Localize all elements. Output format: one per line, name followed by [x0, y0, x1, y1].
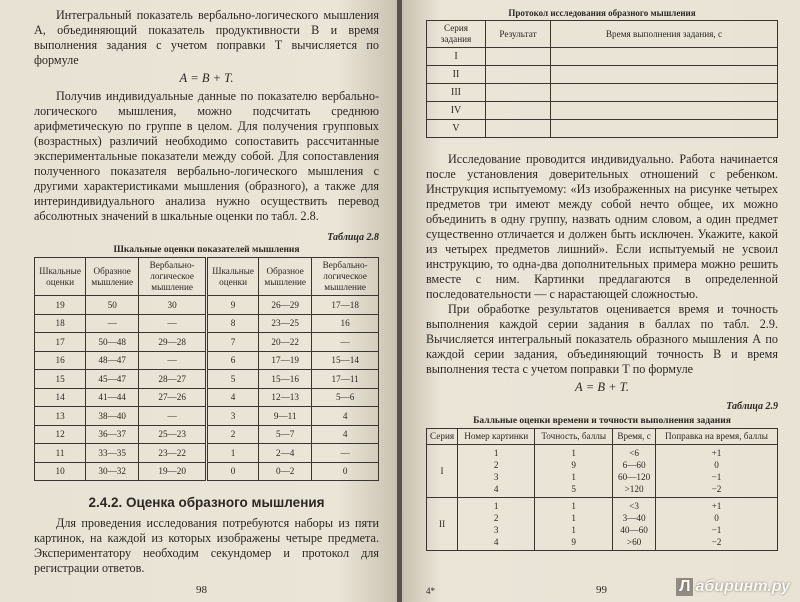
table-body [35, 296, 379, 481]
cell-line: 2 [493, 513, 499, 523]
table-cell: 18 [35, 314, 86, 333]
table-cell: 15—16 [259, 370, 312, 389]
empty-cell [551, 66, 778, 84]
table-cell: 5—6 [312, 388, 379, 407]
empty-cell [486, 102, 551, 120]
page-number: 98 [196, 584, 207, 596]
cell-line: 4 [493, 484, 499, 494]
table-row [427, 498, 778, 551]
column-header: Время выполнения задания, с [551, 21, 778, 48]
table-cell: 1 [206, 444, 258, 463]
table-row [35, 296, 379, 315]
cell-line: 9 [571, 537, 576, 547]
table-cell: 23—22 [139, 444, 207, 463]
right-page-content [426, 8, 778, 551]
table-row [35, 444, 379, 463]
series-cell: I [427, 48, 486, 66]
empty-cell [486, 120, 551, 138]
series-cell: II [427, 498, 458, 551]
table-row [35, 333, 379, 352]
empty-cell [551, 120, 778, 138]
table-cell [535, 498, 613, 551]
table-cell: 19—20 [139, 462, 207, 481]
series-cell: II [427, 66, 486, 84]
table-cell: 9—11 [259, 407, 312, 426]
table-body [427, 445, 778, 551]
empty-cell [551, 84, 778, 102]
table-row [35, 407, 379, 426]
table-row [427, 120, 778, 138]
cell-line: 2 [493, 460, 499, 470]
table-row [35, 351, 379, 370]
section-heading: 2.4.2. Оценка образного мышления [88, 495, 325, 510]
table-number: Таблица 2.8 [327, 232, 379, 243]
table-row [35, 425, 379, 444]
table-cell: 0 [206, 462, 258, 481]
cell-line: 9 [571, 460, 576, 470]
column-header: Время, с [613, 429, 656, 445]
table-cell: 36—37 [86, 425, 139, 444]
table-title: Балльные оценки времени и точности выполнения задания [473, 416, 731, 426]
logo-text: абиринт.ру [695, 578, 790, 595]
table-cell: 2—4 [259, 444, 312, 463]
table-cell: 16 [312, 314, 379, 333]
cell-line: <3 [629, 501, 639, 511]
table-header-row [35, 258, 379, 296]
table-cell: 12 [35, 425, 86, 444]
cell-line: 3—40 [622, 513, 646, 523]
table-cell: 30 [139, 296, 207, 315]
table-cell: — [86, 314, 139, 333]
paragraph: Для проведения исследования потребуются наборы из пяти картинок, на каждой из которых изображены четыре предмета. Экспериментатору необходим секундомер и протокол для регистрации ответов. [34, 516, 379, 575]
table-cell: 3 [206, 407, 258, 426]
paragraph: При обработке результатов оценивается время и точность выполнения каждой серии задания в баллах по табл. 2.9. Вычисляется интегральный показатель образного мышления А по каждой серии задания, объединяющий точность В и время выполнения теста с учетом поправки Т по формуле [426, 302, 778, 376]
column-header: Образное мышление [86, 258, 139, 296]
table-cell: 7 [206, 333, 258, 352]
table-cell: 16 [35, 351, 86, 370]
cell-line: 0 [714, 513, 719, 523]
logo-box: Л [676, 578, 693, 596]
column-header: Шкальные оценки [206, 258, 258, 296]
table-cell: 17 [35, 333, 86, 352]
table-cell: 26—29 [259, 296, 312, 315]
table-cell [535, 445, 613, 498]
table-title: Шкальные оценки показателей мышления [113, 245, 300, 255]
table-cell [458, 445, 535, 498]
cell-line: >60 [626, 537, 642, 547]
table-cell: 17—18 [312, 296, 379, 315]
formula: А = В + Т. [575, 380, 629, 394]
cell-line: 1 [571, 448, 576, 458]
table-cell: 0—2 [259, 462, 312, 481]
table-cell: 17—11 [312, 370, 379, 389]
column-header: Результат [486, 21, 551, 48]
page-number: 99 [596, 584, 607, 596]
table-cell: 19 [35, 296, 86, 315]
table-cell: 33—35 [86, 444, 139, 463]
table-row [427, 102, 778, 120]
table-row [427, 84, 778, 102]
table-cell: 12—13 [259, 388, 312, 407]
table-cell [655, 445, 777, 498]
table-row [427, 445, 778, 498]
protocol-table [426, 20, 778, 138]
cell-line: 40—60 [620, 525, 648, 535]
table-row [427, 48, 778, 66]
cell-line: 1 [493, 501, 499, 511]
table-cell: 50 [86, 296, 139, 315]
left-page-content [34, 8, 379, 576]
table-cell: 50—48 [86, 333, 139, 352]
table-row [35, 314, 379, 333]
cell-line: 3 [493, 525, 499, 535]
table-cell: — [312, 444, 379, 463]
cell-line: 4 [493, 537, 499, 547]
table-header-row [427, 21, 778, 48]
table-number: Таблица 2.9 [726, 401, 778, 412]
table-body [427, 48, 778, 138]
table-cell: 25—23 [139, 425, 207, 444]
table-cell: 2 [206, 425, 258, 444]
table-cell: 41—44 [86, 388, 139, 407]
table-row [427, 66, 778, 84]
column-header: Вербально-логическое мышление [139, 258, 207, 296]
cell-line: +1 [711, 448, 722, 458]
table-cell: 15 [35, 370, 86, 389]
table-cell: 4 [312, 407, 379, 426]
table-cell: 9 [206, 296, 258, 315]
column-header: Шкальные оценки [35, 258, 86, 296]
table-cell [655, 498, 777, 551]
table-cell [458, 498, 535, 551]
table-cell: 28—27 [139, 370, 207, 389]
table-cell: 15—14 [312, 351, 379, 370]
table-cell: 27—26 [139, 388, 207, 407]
column-header: Точность, баллы [535, 429, 613, 445]
table-cell: 10 [35, 462, 86, 481]
table-cell: 38—40 [86, 407, 139, 426]
left-page [0, 0, 398, 602]
table-cell: 20—22 [259, 333, 312, 352]
table-row [35, 462, 379, 481]
series-cell: V [427, 120, 486, 138]
column-header: Вербально-логическое мышление [312, 258, 379, 296]
table-header-row [427, 429, 778, 445]
series-cell: IV [427, 102, 486, 120]
table-cell: — [312, 333, 379, 352]
table-cell: 5 [206, 370, 258, 389]
cell-line: 1 [493, 448, 499, 458]
cell-line: 3 [493, 472, 499, 482]
paragraph: Получив индивидуальные данные по показателю вербально-логического мышления, можно подсчитать среднюю арифметическую по группе в целом. Для получения групповых (возрастных) различий необходимо сопоставить рассчитанные экспериментальные показатели между собой. Для сопоставления полученного показателя вербально-логического мышления с другими характеристиками мышления (образного), а также для интериндивидуального анализа нужно осуществить перевод абсолютных значений в шкальные оценки по табл. 2.8. [34, 89, 379, 223]
cell-line: −1 [711, 472, 722, 482]
cell-line: 1 [571, 525, 576, 535]
table-cell: 5—7 [259, 425, 312, 444]
table-cell: 17—19 [259, 351, 312, 370]
series-cell: I [427, 445, 458, 498]
cell-line: >120 [624, 484, 644, 494]
table-cell: 29—28 [139, 333, 207, 352]
empty-cell [551, 102, 778, 120]
paragraph: Интегральный показатель вербально-логического мышления А, объединяющий показатель продуктивности В и время выполнения задания с учетом поправки Т вычисляется по формуле [34, 8, 379, 67]
table-row [35, 370, 379, 389]
column-header: Номер картинки [458, 429, 535, 445]
series-cell: III [427, 84, 486, 102]
column-header: Образное мышление [259, 258, 312, 296]
cell-line: +1 [711, 501, 722, 511]
table-cell: 48—47 [86, 351, 139, 370]
table-cell: 13 [35, 407, 86, 426]
cell-line: 1 [571, 501, 576, 511]
formula: А = В + Т. [179, 71, 234, 85]
table-cell: 30—32 [86, 462, 139, 481]
table-cell [613, 498, 656, 551]
empty-cell [551, 48, 778, 66]
watermark-logo [676, 578, 790, 596]
table-cell: — [139, 407, 207, 426]
table-row [35, 388, 379, 407]
column-header: Поправка на время, баллы [655, 429, 777, 445]
cell-line: 6—60 [622, 460, 646, 470]
column-header: Серия [427, 429, 458, 445]
cell-line: −2 [711, 484, 722, 494]
table-cell: 4 [206, 388, 258, 407]
cell-line: 0 [714, 460, 719, 470]
score-table [426, 428, 778, 551]
right-page [402, 0, 800, 602]
table-cell: 45—47 [86, 370, 139, 389]
table-cell: — [139, 351, 207, 370]
table-cell: 4 [312, 425, 379, 444]
table-cell: 11 [35, 444, 86, 463]
signature-mark: 4* [426, 586, 435, 596]
empty-cell [486, 84, 551, 102]
cell-line: 1 [571, 472, 576, 482]
table-cell [613, 445, 656, 498]
scale-scores-table [34, 257, 379, 481]
empty-cell [486, 66, 551, 84]
table-cell: 6 [206, 351, 258, 370]
table-cell: 23—25 [259, 314, 312, 333]
cell-line: −2 [711, 537, 722, 547]
table-cell: 0 [312, 462, 379, 481]
paragraph: Исследование проводится индивидуально. Работа начинается после установления доверительных отношений с ребенком. Инструкция испытуемому: «Из изображенных на рисунке четырех предметов три имеют между собой нечто общее, их можно объединить в одну группу, назвать одним словом, а один предмет существенно отличается и должен быть исключен. Укажите, какой из четырех предметов лишний». Если испытуемый не усвоил инструкцию, то одна-два дополнительных примера можно решить вместе с ним. Картинки предлагаются в определенной последовательности — с нарастающей сложностью. [426, 152, 778, 301]
cell-line: 5 [571, 484, 576, 494]
column-header: Серия задания [427, 21, 486, 48]
protocol-title: Протокол исследования образного мышления [508, 8, 696, 18]
table-cell: 14 [35, 388, 86, 407]
cell-line: <6 [629, 448, 639, 458]
table-cell: 8 [206, 314, 258, 333]
cell-line: −1 [711, 525, 722, 535]
empty-cell [486, 48, 551, 66]
cell-line: 60—120 [618, 472, 651, 482]
cell-line: 1 [571, 513, 576, 523]
table-cell: — [139, 314, 207, 333]
